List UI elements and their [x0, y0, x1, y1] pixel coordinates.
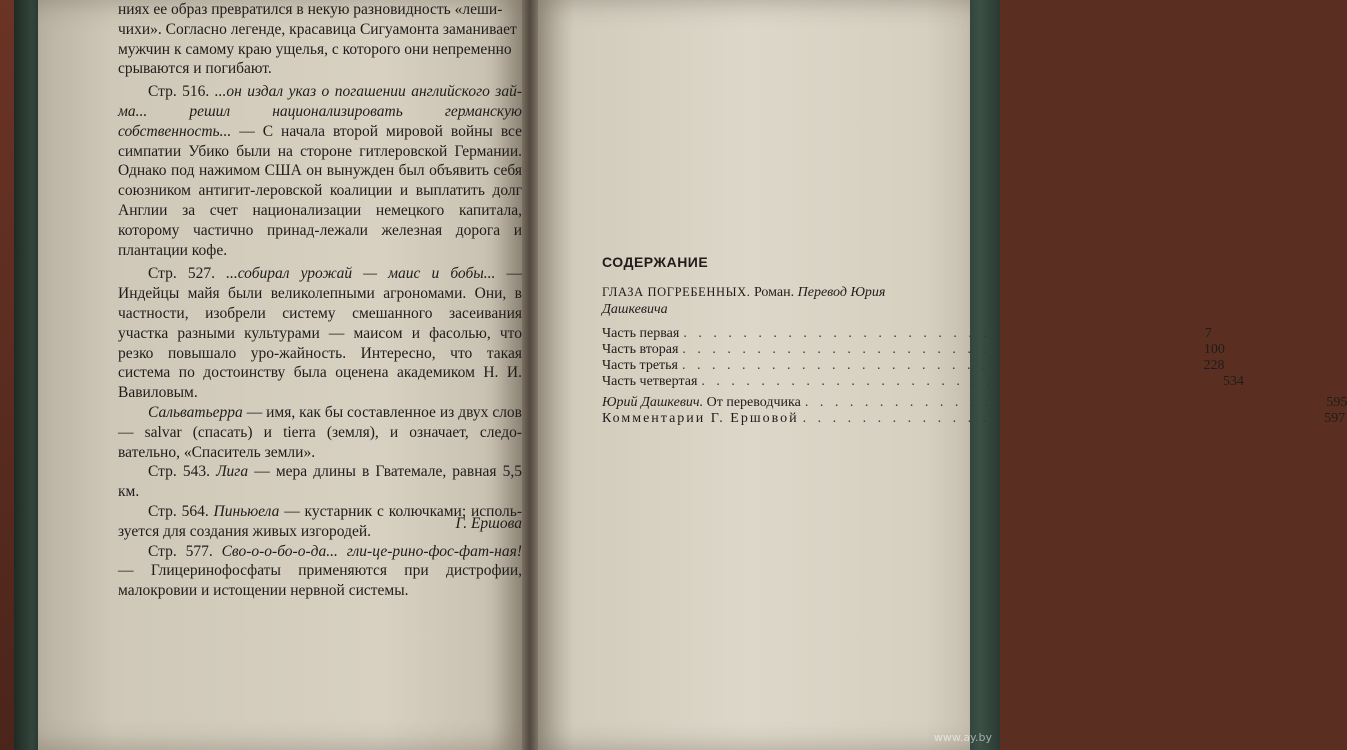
toc-entry-page: 597: [1324, 411, 1346, 426]
toc-entry: [602, 342, 1225, 358]
toc-entry-label: Часть четвертая: [602, 374, 698, 389]
note-527: Стр. 527. ...собирал урожай — маис и бобы... — Индейцы майя были великолепными агрономами. Они, в частности, изобрели систему смешанного засеивания участка разными культурами — маисом и фасолью, что резко повышало уро-жайность. Интересно, что такая система по достоинству была оценена академиком Н. И. Вавиловым.: [118, 265, 522, 402]
note-577: Стр. 577. Сво-о-о-бо-о-да... гли-це-рино-фос-фат-ная! — Глицеринофосфаты применяются при дистрофии, малокровии и истощении нервной системы.: [118, 542, 522, 600]
toc-entry-page: 228: [1203, 358, 1225, 373]
text-line: срываются и погибают.: [118, 60, 272, 78]
table-of-contents: [602, 254, 1347, 427]
leader-dots: . . . . . . . . . . . . . . . . . . . . . . . . . . . . . . . . . . .: [804, 395, 1323, 410]
toc-entry-label: Часть вторая: [602, 342, 679, 357]
note-564: Стр. 564. Пиньюела — кустарник с колючками; исполь-зуется для создания живых изгородей.: [118, 502, 522, 540]
author-signature: Г. Ершова: [455, 515, 522, 532]
toc-entry-label: Часть третья: [602, 358, 678, 373]
toc-entry: [602, 374, 1244, 390]
toc-entry-page: 7: [1204, 326, 1212, 341]
leader-dots: . . . . . . . . . . . . . . . . . . . . . . . . . . . . . . . . . . .: [701, 374, 1219, 389]
toc-work-title: ГЛАЗА ПОГРЕБЕННЫХ. Роман. Перевод Юрия Дашкевича: [602, 285, 886, 317]
leader-dots: . . . . . . . . . . . . . . . . . . . . . . . . . . . . . . . . . . .: [802, 411, 1321, 426]
book-gutter: [522, 0, 538, 750]
leader-dots: . . . . . . . . . . . . . . . . . . . . . . . . . . . . . . . . . . .: [681, 358, 1200, 373]
text-line: мужчин к самому краю ущелья, с которого они непременно: [118, 40, 512, 58]
note-516: Стр. 516. ...он издал указ о погашении английского зай-ма... решил национализировать германскую собственность... — С начала второй мировой войны все симпатии Убико были на стороне гитлеровской Германии. Однако под нажимом США он вынужден был объявить себя союзником антигит-леровской коалиции и выплатить долг Англии за счет национализации немецкого капитала, которому частично принад-лежали железная дорога и плантации кофе.: [118, 83, 523, 259]
note-543: Стр. 543. Лига — мера длины в Гватемале, равная 5,5 км.: [118, 463, 523, 501]
toc-entry-label: Часть первая: [602, 326, 680, 341]
text-line: ниях ее образ превратился в некую разновидность «леши-: [118, 1, 503, 18]
toc-entry-comments: [602, 411, 1346, 427]
note-salvatierra: Сальватьерра — имя, как бы составленное из двух слов — salvar (спасать) и tierra (земля), и означает, следо-вательно, «Спаситель земли».: [118, 403, 523, 461]
toc-entry-afterword: Юрий Дашкевич. От переводчика . . . . . . . . . . . . . . . . . . . . . . . . . . . . . . . . . . . 595: [602, 395, 1347, 410]
toc-title: СОДЕРЖАНИЕ: [602, 254, 709, 270]
text-line: чихи». Согласно легенде, красавица Сигуамонта заманивает: [118, 20, 517, 38]
toc-entry-page: 100: [1203, 342, 1225, 357]
toc-entry: [602, 326, 1212, 342]
leader-dots: . . . . . . . . . . . . . . . . . . . . . . . . . . . . . . . . . . .: [682, 342, 1200, 357]
toc-entry-page: 534: [1222, 374, 1244, 389]
toc-entry: [602, 358, 1225, 374]
toc-entry-label: Комментарии Г. Ершовой: [602, 411, 799, 426]
commentary-text: [118, 0, 522, 601]
toc-entry-page: 595: [1326, 395, 1347, 410]
leader-dots: . . . . . . . . . . . . . . . . . . . . . . . . . . . . . . . . . . .: [683, 326, 1201, 341]
site-watermark: www.ay.by: [933, 731, 992, 744]
